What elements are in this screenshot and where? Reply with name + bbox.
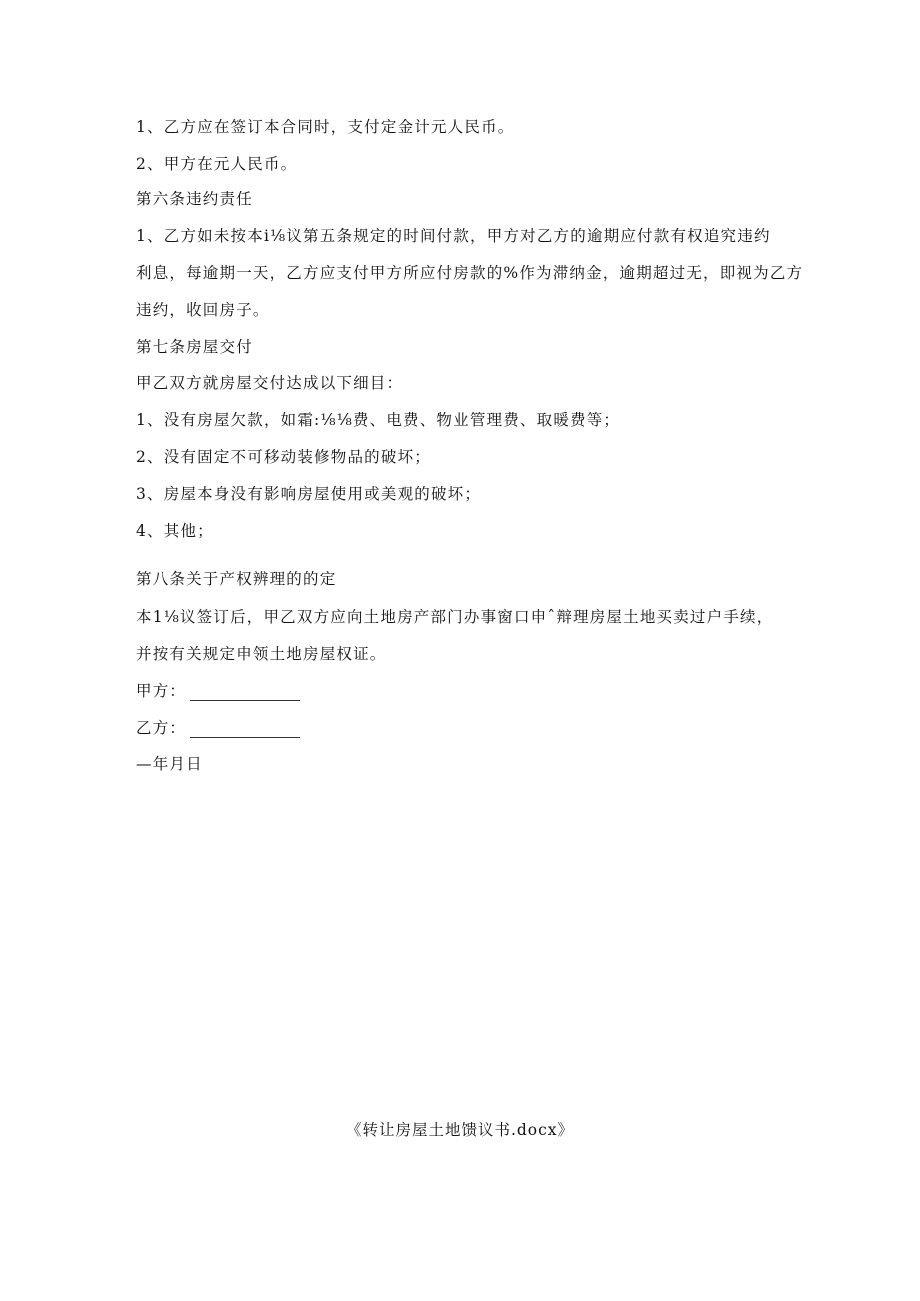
clause-8-heading: 第八条关于产权辨理的的定 <box>136 570 337 588</box>
clause-7-item-2: 2、没有固定不可移动装修物品的破坏； <box>136 448 431 466</box>
clause-6-item-1-line-1: 1、乙方如未按本i⅛议第五条规定的时间付款，甲方对乙方的逾期应付款有权追究违约 <box>136 227 771 245</box>
clause-5-item-1: 1、乙方应在签订本合同时，支付定金计元人民币。 <box>136 118 515 136</box>
document-filename-footer: 《转让房屋土地馈议书.docx》 <box>345 1121 575 1139</box>
clause-7-intro: 甲乙双方就房屋交付达成以下细目： <box>136 374 404 392</box>
clause-6-item-1-line-2: 利息，每逾期一天，乙方应支付甲方所应付房款的%作为滞纳金，逾期超过无，即视为乙方 <box>136 264 804 282</box>
party-a-signature-blank <box>190 686 300 701</box>
clause-5-item-2: 2、甲方在元人民币。 <box>136 155 298 173</box>
clause-6-heading: 第六条违约责任 <box>136 190 253 208</box>
party-a-label: 甲方： <box>136 682 187 700</box>
clause-7-item-1: 1、没有房屋欠款，如霜:⅛⅛费、电费、物业管理费、取暖费等； <box>136 411 621 429</box>
party-b-signature <box>136 718 300 738</box>
date-line: —年月日 <box>136 755 203 773</box>
party-a-signature <box>136 681 300 701</box>
clause-8-text-line-2: 并按有关规定申领土地房屋权证。 <box>136 645 387 663</box>
clause-7-item-4: 4、其他； <box>136 522 214 540</box>
party-b-label: 乙方： <box>136 719 187 737</box>
clause-7-item-3: 3、房屋本身没有影响房屋使用或美观的破坏； <box>136 485 482 503</box>
party-b-signature-blank <box>190 723 300 738</box>
clause-8-text-line-1: 本1⅛议签订后，甲乙双方应向土地房产部门办事窗口申ˆ辩理房屋土地买卖过户手续， <box>136 608 774 626</box>
clause-7-heading: 第七条房屋交付 <box>136 338 253 356</box>
clause-6-item-1-line-3: 违约，收回房子。 <box>136 301 270 319</box>
